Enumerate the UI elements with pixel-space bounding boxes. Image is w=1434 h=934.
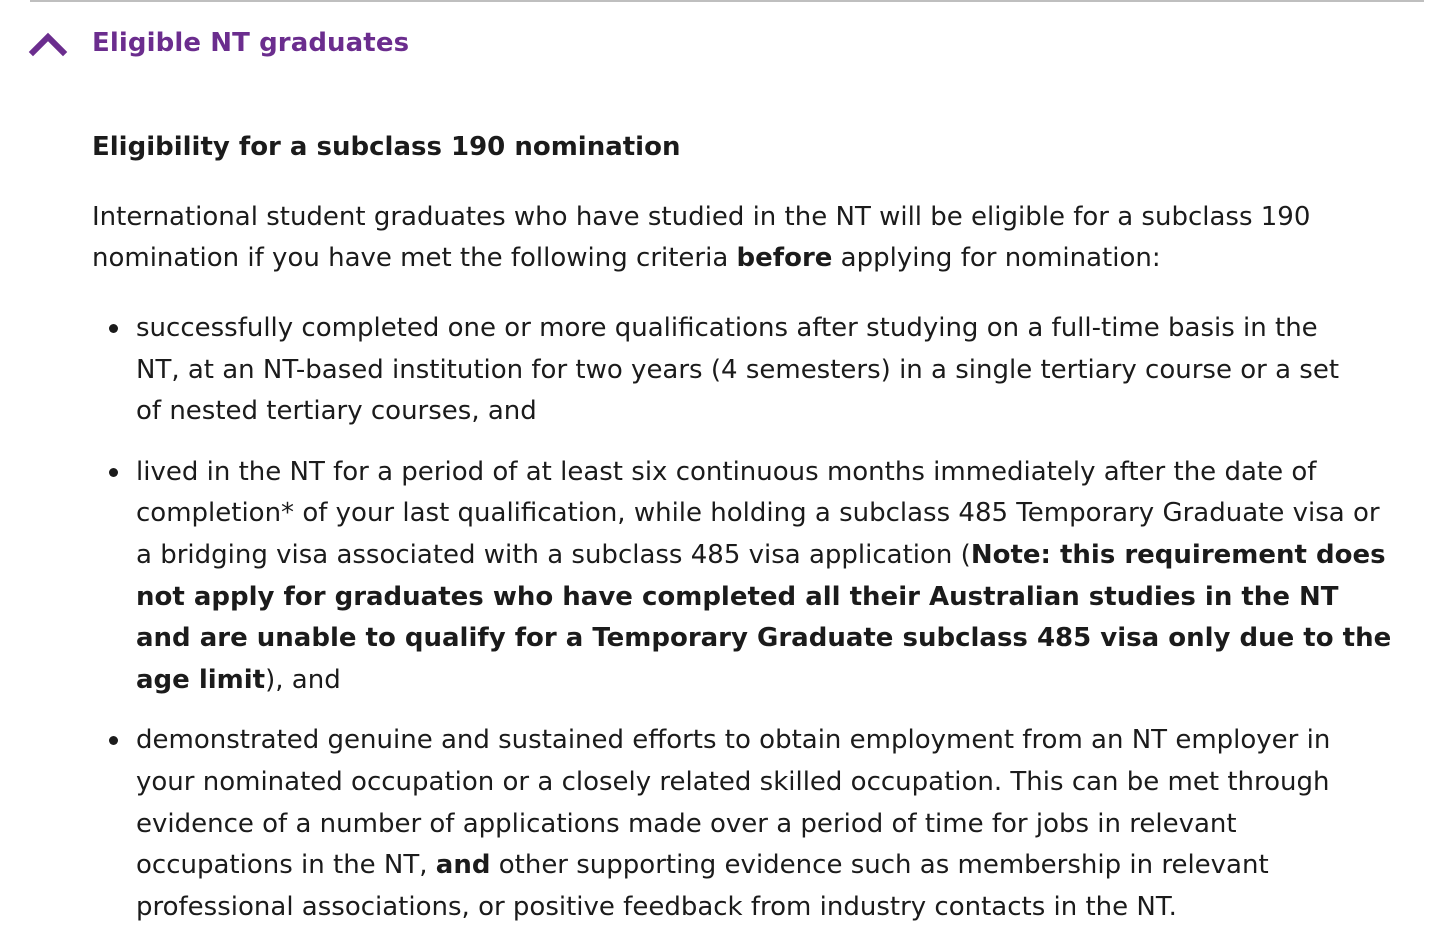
accordion-toggle-eligible-nt-graduates[interactable] <box>28 20 409 66</box>
accordion-panel <box>92 126 1392 934</box>
bullet-icon <box>109 324 118 333</box>
criteria-item-residence <box>92 452 1392 702</box>
intro-paragraph <box>92 197 1352 279</box>
accordion-top-divider <box>30 0 1424 2</box>
criteria-text-before: lived in the NT for a period of at least six continuous months immediately after the date of completion* of your last qualification, while holding a subclass 485 Temporary Graduate visa or a bridging visa associated with a subclass 485 visa application ( <box>136 456 1380 571</box>
accordion-title: Eligible NT graduates <box>92 28 410 58</box>
criteria-text-after: ), and <box>265 665 341 696</box>
bullet-icon <box>109 736 118 745</box>
criteria-text: successfully completed one or more qualifications after studying on a full-time basis in the NT, at an NT-based institution for two years (4 semesters) in a single tertiary course or a set of nested tertiary courses, and <box>136 313 1340 427</box>
criteria-emphasis: and <box>435 850 491 881</box>
criteria-item-employment-efforts <box>92 720 1366 929</box>
intro-text-after: applying for nomination: <box>832 243 1161 273</box>
criteria-text-after: other supporting evidence such as membership in relevant professional associations, or positive feedback from industry contacts in the NT. <box>136 850 1269 923</box>
section-heading: Eligibility for a subclass 190 nomination <box>92 132 681 162</box>
bullet-icon <box>109 468 118 477</box>
intro-text-before: International student graduates who have studied in the NT will be eligible for a subclass 190 nomination if you have met the following criteria <box>92 202 1311 273</box>
chevron-up-icon <box>28 29 68 57</box>
criteria-note: Note: this requirement does not apply for graduates who have completed all their Australian studies in the NT and are unable to qualify for a Temporary Graduate subclass 485 visa only due to the age limit <box>136 540 1392 696</box>
intro-emphasis: before <box>736 243 833 273</box>
criteria-item-qualifications <box>92 308 1366 433</box>
criteria-text-before: demonstrated genuine and sustained efforts to obtain employment from an NT employer in your nominated occupation or a closely related skilled occupation. This can be met through evidence of a number of applications made over a period of time for jobs in relevant occupations in the NT, <box>136 725 1331 881</box>
criteria-list <box>92 308 1392 929</box>
